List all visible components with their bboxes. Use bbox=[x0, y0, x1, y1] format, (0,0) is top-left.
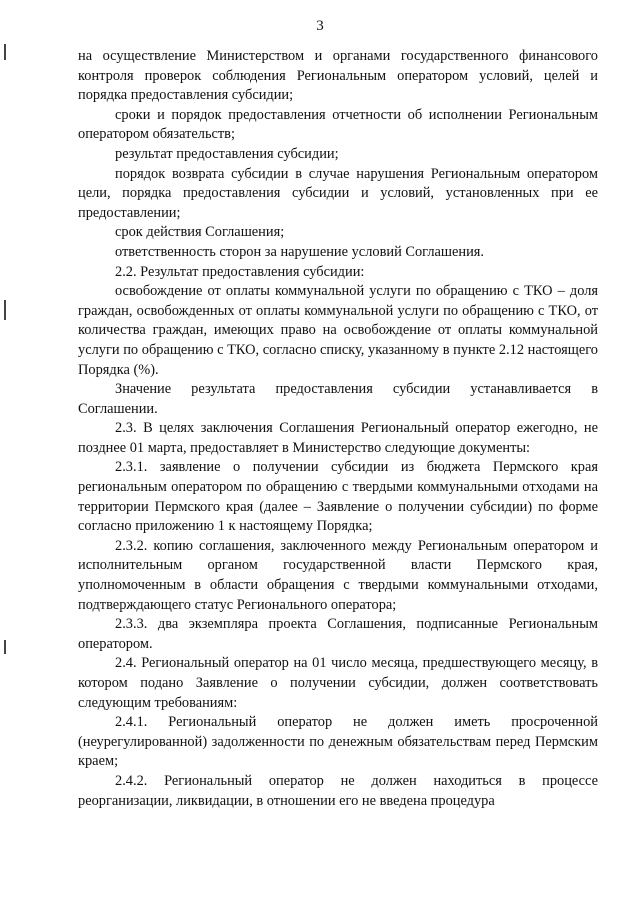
paragraph: на осуществление Министерством и органами государственного финансового контроля проверок соблюдения Региональным оператором условий, целей и порядка предоставления субсидии; bbox=[78, 48, 598, 104]
paragraph: 2.4. Региональный оператор на 01 число месяца, предшествующего месяцу, в котором подано Заявление о получении субсидии, должен соответствовать следующим требованиям: bbox=[78, 655, 598, 711]
paragraph: ответственность сторон за нарушение условий Соглашения. bbox=[115, 243, 484, 260]
paragraph: сроки и порядок предоставления отчетности об исполнении Региональным оператором обязательств; bbox=[78, 106, 598, 143]
paragraph: 2.3.3. два экземпляра проекта Соглашения, подписанные Региональным оператором. bbox=[78, 616, 598, 652]
paragraph: Значение результата предоставления субсидии устанавливается в Соглашении. bbox=[78, 381, 598, 417]
scan-margin-mark bbox=[4, 640, 6, 654]
scan-margin-mark bbox=[4, 300, 6, 320]
paragraph: 2.3.1. заявление о получении субсидии из бюджета Пермского края региональным оператором по обращению с твердыми коммунальными отходами на территории Пермского края (далее – Заявление о получении субсидии) по форме согласно приложению 1 к настоящему Порядка; bbox=[78, 459, 598, 535]
paragraph: порядок возврата субсидии в случае нарушения Региональным оператором цели, порядка предоставления субсидии и условий, установленных при ее предоставлении; bbox=[78, 165, 598, 221]
paragraph: 2.4.1. Региональный оператор не должен иметь просроченной (неурегулированной) задолженности по денежным обязательствам перед Пермским краем; bbox=[78, 714, 598, 770]
page-number: 3 bbox=[316, 18, 324, 34]
paragraph: срок действия Соглашения; bbox=[115, 224, 285, 241]
paragraph: 2.3.2. копию соглашения, заключенного между Региональным оператором и исполнительным органом государственной власти Пермского края, уполномоченным в области обращения с твердыми коммунальными отходами, подтверждающего статус Регионального оператора; bbox=[78, 537, 598, 613]
document-body bbox=[78, 47, 598, 811]
paragraph: 2.4.2. Региональный оператор не должен находиться в процессе реорганизации, ликвидации, в отношении его не введена процедура bbox=[78, 772, 598, 809]
paragraph: освобождение от оплаты коммунальной услуги по обращению с ТКО – доля граждан, освобожденных от оплаты коммунальной услуги по обращению с ТКО, от количества граждан, имеющих право на освобождение от оплаты коммунальной услуги по обращению с ТКО, согласно списку, указанному в пункте 2.12 настоящего Порядка (%). bbox=[78, 283, 598, 378]
section-heading: 2.2. Результат предоставления субсидии: bbox=[115, 263, 365, 280]
paragraph: результат предоставления субсидии; bbox=[115, 145, 339, 162]
scan-margin-mark bbox=[4, 44, 6, 60]
paragraph: 2.3. В целях заключения Соглашения Региональный оператор ежегодно, не позднее 01 марта, предоставляет в Министерство следующие документы: bbox=[78, 420, 598, 456]
